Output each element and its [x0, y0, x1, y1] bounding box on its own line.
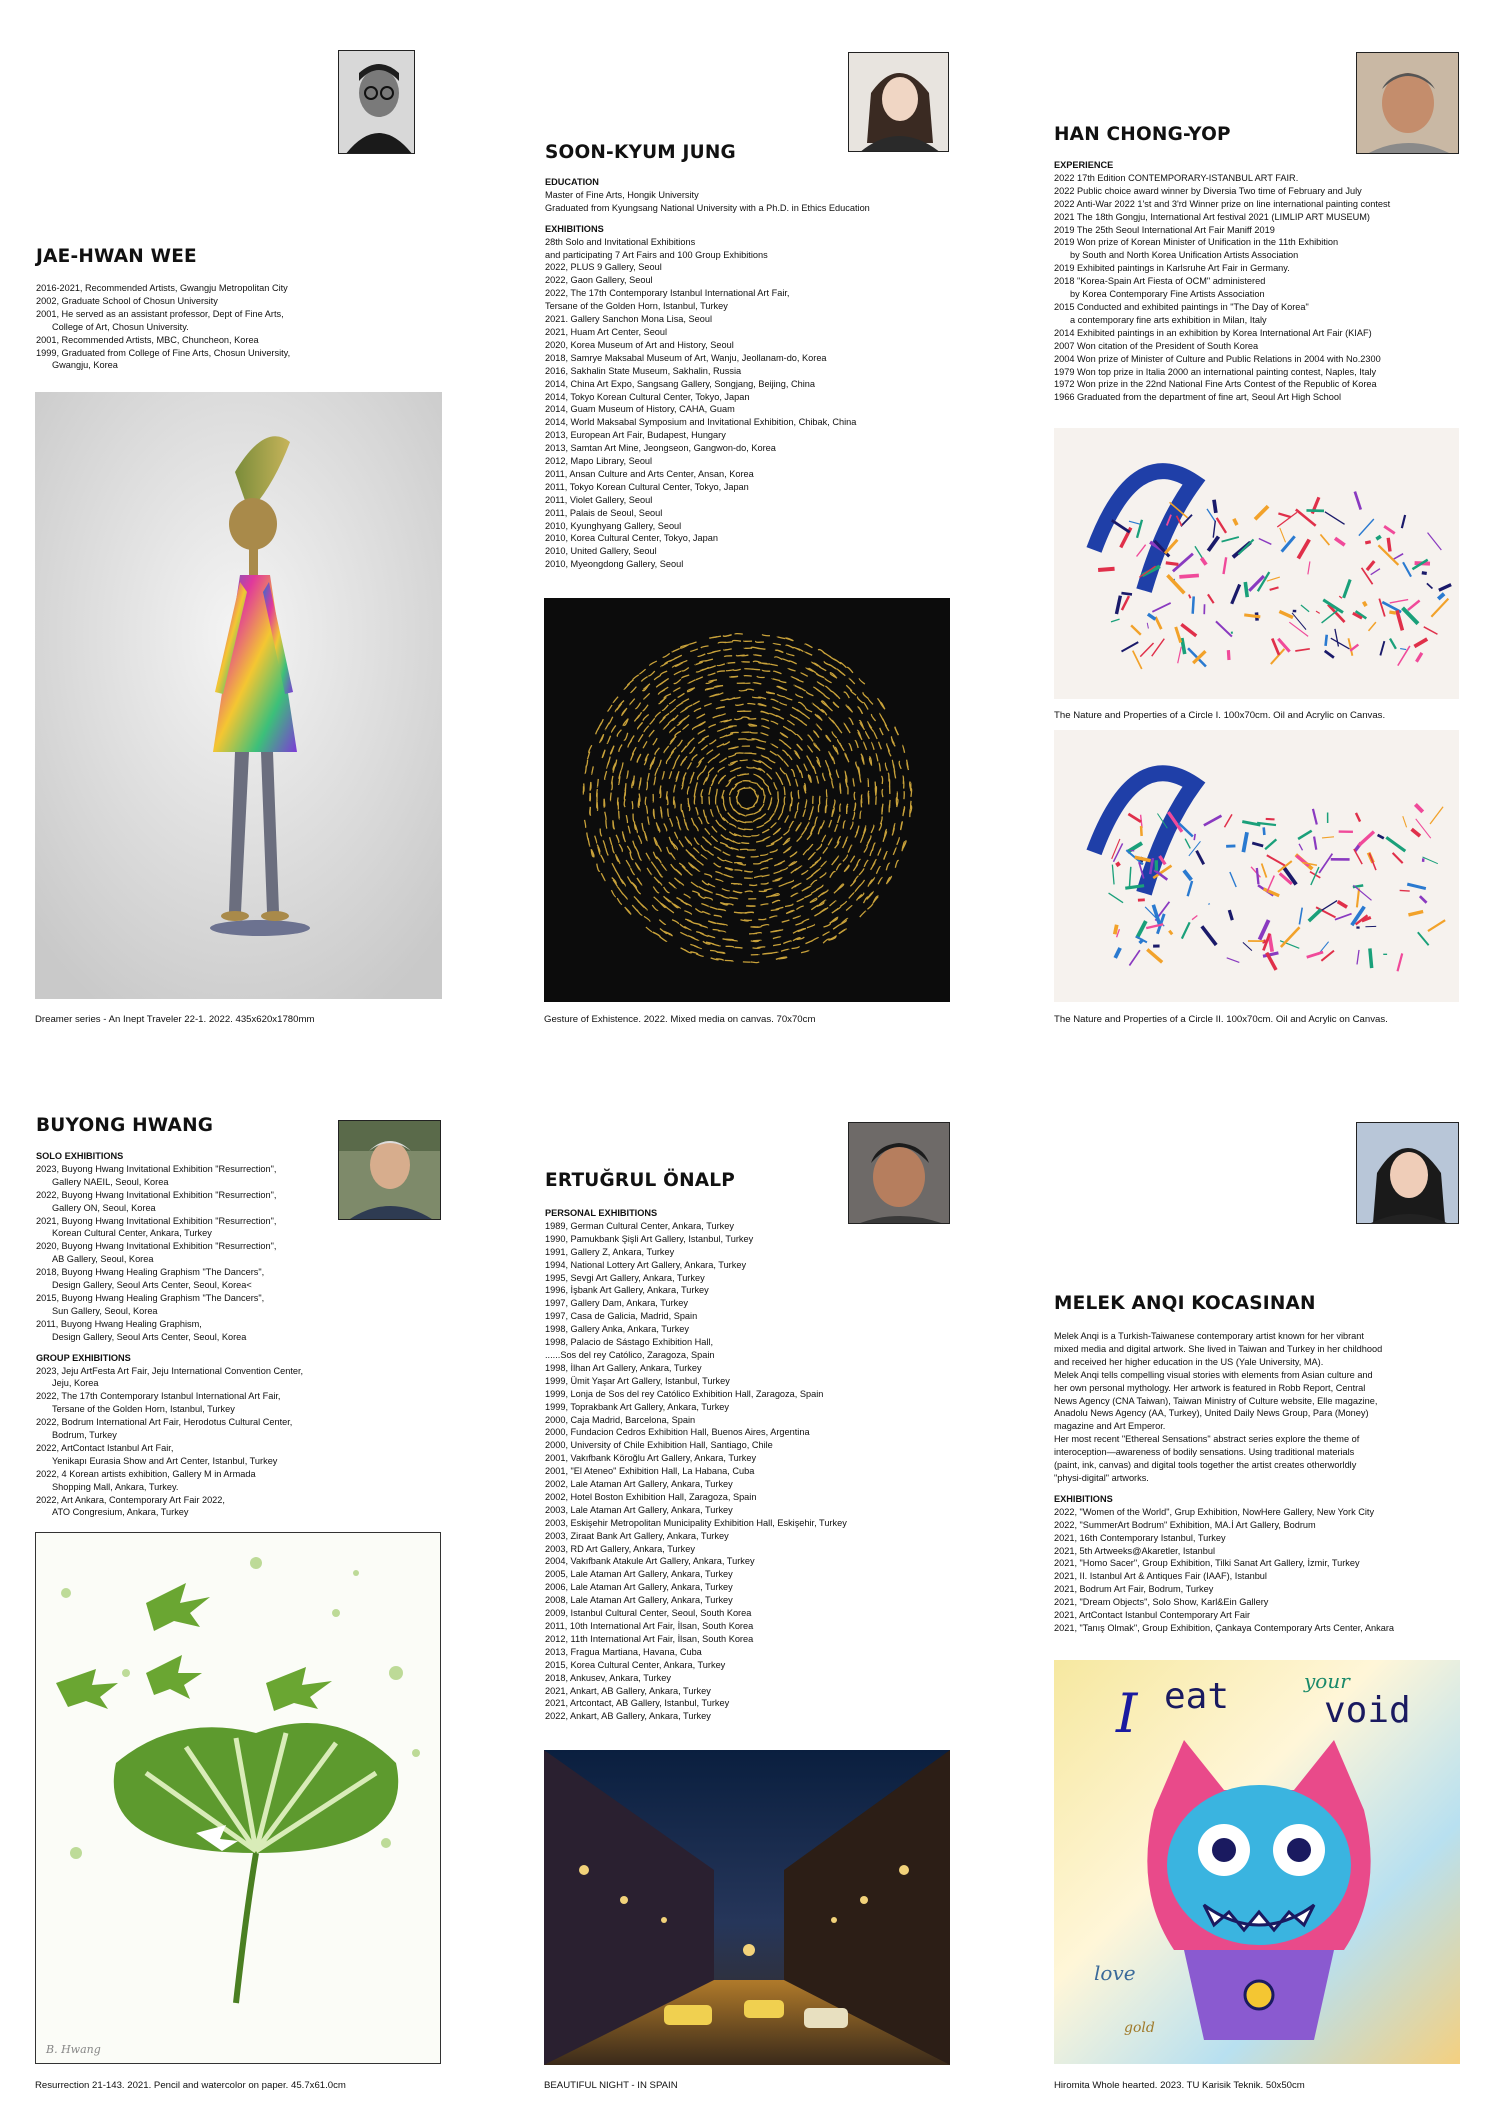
- cv-entry: Melek Anqi tells compelling visual stories with elements from Asian culture and: [1054, 1369, 1373, 1380]
- cv-entry: 2011, Palais de Seoul, Seoul: [545, 507, 663, 518]
- cv-entry: ......Sos del rey Católico, Zaragoza, Spain: [545, 1349, 715, 1360]
- cv-entry: and participating 7 Art Fairs and 100 Group Exhibitions: [545, 249, 768, 260]
- cv-entry: 2002, Hotel Boston Exhibition Hall, Zaragoza, Spain: [545, 1491, 757, 1502]
- cv-entry: 2014, Tokyo Korean Cultural Center, Tokyo, Japan: [545, 391, 750, 402]
- cv-entry: 1998, Gallery Anka, Ankara, Turkey: [545, 1324, 690, 1335]
- cv-entry: 1989, German Cultural Center, Ankara, Turkey: [545, 1220, 734, 1231]
- cv-entry: 2022, "SummerArt Bodrum" Exhibition, MA.İ Art Gallery, Bodrum: [1054, 1519, 1316, 1530]
- cv-entry: mixed media and digital artwork. She lived in Taiwan and Turkey in her childhood: [1054, 1343, 1383, 1354]
- cv-entry: 2000, University of Chile Exhibition Hall, Santiago, Chile: [545, 1440, 773, 1451]
- cv-entry: by South and North Korea Unification Artists Association: [1070, 250, 1299, 261]
- artwork-caption: The Nature and Properties of a Circle II. 100x70cm. Oil and Acrylic on Canvas.: [1054, 1014, 1388, 1025]
- cv-entry: 2018, Ankusev, Ankara, Turkey: [545, 1672, 671, 1683]
- cv-entry: Design Gallery, Seoul Arts Center, Seoul, Korea<: [52, 1280, 252, 1291]
- cv-entry: 2021 The 18th Gongju, International Art festival 2021 (LIMLIP ART MUSEUM): [1054, 211, 1370, 222]
- cv-entry: 1997, Casa de Galicia, Madrid, Spain: [545, 1311, 698, 1322]
- cv-entry: "physi-digital" artworks.: [1054, 1472, 1149, 1483]
- cv-entry: Jeju, Korea: [52, 1378, 99, 1389]
- cv-entry: 2021, ArtContact Istanbul Contemporary Art Fair: [1054, 1610, 1251, 1621]
- artwork-sculpture: [35, 392, 442, 999]
- cv-entry: interoception—awareness of bodily sensations. Using traditional materials: [1054, 1447, 1355, 1458]
- artwork-ginkgo-hummingbirds: [35, 1532, 441, 2064]
- cv-entry: Yenikapı Eurasia Show and Art Center, Istanbul, Turkey: [52, 1455, 278, 1466]
- cv-entry: 2011, Tokyo Korean Cultural Center, Tokyo, Japan: [545, 481, 749, 492]
- cv-entry: 1979 Won top prize in Italia 2000 an international painting contest, Naples, Italy: [1054, 366, 1377, 377]
- cv-entry: 2010, Korea Cultural Center, Tokyo, Japan: [545, 533, 718, 544]
- cv-entry: 1998, İlhan Art Gallery, Ankara, Turkey: [545, 1362, 702, 1373]
- artist-portrait-han-chong-yop: [1356, 52, 1459, 154]
- cv-entry: (paint, ink, canvas) and digital tools together the artist creates otherworldly: [1054, 1460, 1357, 1471]
- art-text-your: your: [1304, 1669, 1350, 1693]
- cv-entry: 2021, Huam Art Center, Seoul: [545, 326, 668, 337]
- cv-entry: and received her higher education in the US (Yale University, MA).: [1054, 1356, 1324, 1367]
- cv-entry: 2022 Anti-War 2022 1'st and 3'rd Winner prize on line international painting contest: [1054, 198, 1391, 209]
- artwork-caption: Resurrection 21-143. 2021. Pencil and watercolor on paper. 45.7x61.0cm: [35, 2080, 346, 2091]
- cv-entry: Tersane of the Golden Horn, Istanbul, Turkey: [545, 301, 728, 312]
- cv-entry: 1994, National Lottery Art Gallery, Ankara, Turkey: [545, 1259, 747, 1270]
- cv-entry: 2022, Art Ankara, Contemporary Art Fair 2022,: [36, 1494, 225, 1505]
- cv-entry: by Korea Contemporary Fine Artists Association: [1070, 289, 1265, 300]
- artwork-caption: Dreamer series - An Inept Traveler 22-1. 2022. 435x620x1780mm: [35, 1014, 315, 1025]
- cv-entry: 2011, Buyong Hwang Healing Graphism,: [36, 1318, 202, 1329]
- cv-entry: 2003, Ziraat Bank Art Gallery, Ankara, Turkey: [545, 1530, 729, 1541]
- artist-portrait-soon-kyum-jung: [848, 52, 949, 152]
- cv-entry: 2022, Bodrum International Art Fair, Herodotus Cultural Center,: [36, 1417, 293, 1428]
- cv-entry: 1972 Won prize in the 22nd National Fine Arts Contest of the Republic of Korea: [1054, 379, 1377, 390]
- cv-entry: Shopping Mall, Ankara, Turkey.: [52, 1481, 179, 1492]
- cv-entry: Tersane of the Golden Horn, Istanbul, Turkey: [52, 1404, 235, 1415]
- cv-entry: 2010, United Gallery, Seoul: [545, 546, 657, 557]
- cv-entry: 2021, Artcontact, AB Gallery, Istanbul, Turkey: [545, 1698, 730, 1709]
- cv-entry: her own personal mythology. Her artwork is featured in Robb Report, Central: [1054, 1382, 1366, 1393]
- cv-entry: 2013, Fragua Martiana, Havana, Cuba: [545, 1646, 702, 1657]
- cv-entry: 2004, Vakıfbank Atakule Art Gallery, Ankara, Turkey: [545, 1556, 755, 1567]
- artwork-i-eat-your-void: [1054, 1660, 1460, 2064]
- cv-entry: Gwangju, Korea: [52, 360, 118, 371]
- cv-entry: 28th Solo and Invitational Exhibitions: [545, 236, 696, 247]
- cv-entry: 2016, Sakhalin State Museum, Sakhalin, Russia: [545, 365, 742, 376]
- cv-entry: 1996, İşbank Art Gallery, Ankara, Turkey: [545, 1285, 709, 1296]
- cv-entry: 2010, Myeongdong Gallery, Seoul: [545, 559, 684, 570]
- artwork-abstract-circle-2: [1054, 730, 1459, 1002]
- cv-entry: Korean Cultural Center, Ankara, Turkey: [52, 1228, 212, 1239]
- cv-entry: 2013, Samtan Art Mine, Jeongseon, Gangwon-do, Korea: [545, 443, 776, 454]
- artist-cv: [545, 1207, 965, 1723]
- cv-entry: 2013, European Art Fair, Budapest, Hungary: [545, 430, 726, 441]
- cv-entry: 2022, The 17th Contemporary Istanbul International Art Fair,: [36, 1391, 281, 1402]
- cv-entry: 2021, Bodrum Art Fair, Bodrum, Turkey: [1054, 1584, 1214, 1595]
- cv-entry: 2022, Buyong Hwang Invitational Exhibition "Resurrection",: [36, 1189, 277, 1200]
- cv-entry: Gallery NAEIL, Seoul, Korea: [52, 1176, 169, 1187]
- cv-entry: 2015, Buyong Hwang Healing Graphism "The Dancers",: [36, 1292, 265, 1303]
- artwork-caption: BEAUTIFUL NIGHT - IN SPAIN: [544, 2080, 678, 2091]
- cv-entry: 2021, "Tanış Olmak", Group Exhibition, Çankaya Contemporary Arts Center, Ankara: [1054, 1622, 1394, 1633]
- cv-entry: 2021, 16th Contemporary Istanbul, Turkey: [1054, 1532, 1226, 1543]
- artwork-night-street-painting: [544, 1750, 950, 2065]
- cv-entry: 2021, 5th Artweeks@Akaretler, Istanbul: [1054, 1545, 1216, 1556]
- cv-entry: College of Art, Chosun University.: [52, 321, 189, 332]
- cv-entry: 2020, Korea Museum of Art and History, Seoul: [545, 339, 734, 350]
- cv-entry: 2002, Lale Ataman Art Gallery, Ankara, Turkey: [545, 1479, 733, 1490]
- cv-entry: 2022, 4 Korean artists exhibition, Gallery M in Armada: [36, 1468, 256, 1479]
- cv-entry: 2022, ArtContact Istanbul Art Fair,: [36, 1442, 174, 1453]
- cv-spacer: [36, 1344, 336, 1352]
- artist-portrait-melek-anqi-kocasinan: [1356, 1122, 1459, 1224]
- artist-cv: [545, 176, 955, 571]
- artist-cv: [1054, 1330, 1484, 1635]
- artist-name: JAE-HWAN WEE: [36, 246, 197, 267]
- cv-entry: 2023, Buyong Hwang Invitational Exhibition "Resurrection",: [36, 1163, 277, 1174]
- cv-spacer: [1054, 1485, 1484, 1493]
- cv-entry: 2010, Kyunghyang Gallery, Seoul: [545, 520, 682, 531]
- cv-entry: Graduated from Kyungsang National University with a Ph.D. in Ethics Education: [545, 202, 870, 213]
- cv-entry: 1995, Sevgi Art Gallery, Ankara, Turkey: [545, 1272, 705, 1283]
- art-text-gold: gold: [1124, 2020, 1155, 2036]
- cv-entry: Design Gallery, Seoul Arts Center, Seoul, Korea: [52, 1331, 247, 1342]
- cv-entry: 1990, Pamukbank Şişli Art Gallery, Istanbul, Turkey: [545, 1233, 754, 1244]
- art-text-i: I: [1116, 1682, 1138, 1745]
- cv-entry: 2015, Korea Cultural Center, Ankara, Turkey: [545, 1659, 726, 1670]
- cv-entry: 2001, Recommended Artists, MBC, Chuncheon, Korea: [36, 334, 259, 345]
- cv-entry: 2011, Ansan Culture and Arts Center, Ansan, Korea: [545, 468, 754, 479]
- cv-entry: 2019 The 25th Seoul International Art Fair Maniff 2019: [1054, 224, 1275, 235]
- cv-entry: 2005, Lale Ataman Art Gallery, Ankara, Turkey: [545, 1569, 733, 1580]
- cv-entry: 2022, Gaon Gallery, Seoul: [545, 275, 653, 286]
- cv-entry: 2009, Istanbul Cultural Center, Seoul, South Korea: [545, 1608, 752, 1619]
- cv-entry: 2001, He served as an assistant professor, Dept of Fine Arts,: [36, 308, 284, 319]
- cv-entry: 2022, The 17th Contemporary Istanbul International Art Fair,: [545, 288, 790, 299]
- artwork-signature: B. Hwang: [46, 2043, 101, 2056]
- cv-entry: 1966 Graduated from the department of fine art, Seoul Art High School: [1054, 392, 1342, 403]
- cv-section-heading: EXHIBITIONS: [1054, 1493, 1113, 1504]
- cv-entry: Bodrum, Turkey: [52, 1430, 117, 1441]
- cv-entry: magazine and Art Emperor.: [1054, 1421, 1166, 1432]
- cv-spacer: [545, 215, 955, 223]
- cv-entry: 2019 Won prize of Korean Minister of Unification in the 11th Exhibition: [1054, 237, 1339, 248]
- cv-entry: 2012, Mapo Library, Seoul: [545, 456, 653, 467]
- cv-entry: 2022, Ankart, AB Gallery, Ankara, Turkey: [545, 1711, 711, 1722]
- cv-entry: 2007 Won citation of the President of South Korea: [1054, 340, 1259, 351]
- cv-entry: Melek Anqi is a Turkish-Taiwanese contemporary artist known for her vibrant: [1054, 1331, 1364, 1341]
- cv-entry: 2016-2021, Recommended Artists, Gwangju Metropolitan City: [36, 283, 288, 293]
- artist-name: BUYONG HWANG: [36, 1115, 214, 1136]
- cv-entry: Sun Gallery, Seoul, Korea: [52, 1305, 158, 1316]
- cv-entry: Master of Fine Arts, Hongik University: [545, 189, 699, 200]
- artist-portrait-buyong-hwang: [338, 1120, 441, 1220]
- cv-section-heading: GROUP EXHIBITIONS: [36, 1352, 131, 1363]
- artist-name: ERTUĞRUL ÖNALP: [545, 1170, 736, 1191]
- cv-section-heading: PERSONAL EXHIBITIONS: [545, 1208, 658, 1218]
- cv-entry: Her most recent "Ethereal Sensations" abstract series explore the theme of: [1054, 1434, 1360, 1445]
- cv-entry: Gallery ON, Seoul, Korea: [52, 1202, 156, 1213]
- cv-entry: ATO Congresium, Ankara, Turkey: [52, 1507, 189, 1518]
- cv-entry: 2000, Fundacion Cedros Exhibition Hall, Buenos Aires, Argentina: [545, 1427, 810, 1438]
- cv-entry: 2022, PLUS 9 Gallery, Seoul: [545, 262, 662, 273]
- cv-entry: 2023, Jeju ArtFesta Art Fair, Jeju International Convention Center,: [36, 1365, 304, 1376]
- cv-entry: 2020, Buyong Hwang Invitational Exhibition "Resurrection",: [36, 1241, 277, 1252]
- cv-entry: 2021. Gallery Sanchon Mona Lisa, Seoul: [545, 314, 713, 325]
- artist-cv: [36, 282, 336, 372]
- cv-entry: 2021, Ankart, AB Gallery, Ankara, Turkey: [545, 1685, 711, 1696]
- cv-entry: 1997, Gallery Dam, Ankara, Turkey: [545, 1298, 688, 1309]
- artist-name: MELEK ANQI KOCASINAN: [1054, 1293, 1316, 1314]
- cv-entry: News Agency (CNA Taiwan), Taiwan Ministry of Culture website, Elle magazine,: [1054, 1395, 1378, 1406]
- cv-entry: 2018 "Korea-Spain Art Fiesta of OCM" administered: [1054, 276, 1266, 287]
- cv-entry: 2003, Eskişehir Metropolitan Municipality Exhibition Hall, Eskişehir, Turkey: [545, 1517, 847, 1528]
- cv-section-heading: SOLO EXHIBITIONS: [36, 1151, 124, 1161]
- artwork-caption: The Nature and Properties of a Circle I. 100x70cm. Oil and Acrylic on Canvas.: [1054, 710, 1386, 721]
- cv-entry: 2014, China Art Expo, Sangsang Gallery, Songjang, Beijing, China: [545, 378, 816, 389]
- cv-entry: 2022 Public choice award winner by Diversia Two time of February and July: [1054, 185, 1362, 196]
- cv-entry: 2021, "Dream Objects", Solo Show, Karl&Ein Gallery: [1054, 1597, 1269, 1608]
- cv-section-heading: EXPERIENCE: [1054, 160, 1114, 170]
- cv-entry: 2003, RD Art Gallery, Ankara, Turkey: [545, 1543, 695, 1554]
- cv-entry: 2004 Won prize of Minister of Culture and Public Relations in 2004 with No.2300: [1054, 353, 1381, 364]
- cv-entry: a contemporary fine arts exhibition in Milan, Italy: [1070, 314, 1267, 325]
- cv-entry: 2014, World Maksabal Symposium and Invitational Exhibition, Chibak, China: [545, 417, 857, 428]
- cv-entry: 2001, Vakıfbank Köroğlu Art Gallery, Ankara, Turkey: [545, 1453, 757, 1464]
- artist-name: SOON-KYUM JUNG: [545, 142, 736, 163]
- cv-entry: Anadolu News Agency (AA, Turkey), United Daily News Group, Para (Money): [1054, 1408, 1369, 1419]
- cv-entry: 2000, Caja Madrid, Barcelona, Spain: [545, 1414, 696, 1425]
- cv-entry: 2018, Samrye Maksabal Museum of Art, Wanju, Jeollanam-do, Korea: [545, 352, 827, 363]
- cv-entry: 2014, Guam Museum of History, CAHA, Guam: [545, 404, 735, 415]
- cv-entry: 2022 17th Edition CONTEMPORARY-ISTANBUL ART FAIR.: [1054, 172, 1299, 183]
- cv-entry: 1999, Lonja de Sos del rey Católico Exhibition Hall, Zaragoza, Spain: [545, 1388, 824, 1399]
- cv-entry: 2003, Lale Ataman Art Gallery, Ankara, Turkey: [545, 1504, 733, 1515]
- cv-entry: 1999, Ümit Yaşar Art Gallery, Istanbul, Turkey: [545, 1375, 730, 1386]
- cv-entry: 2006, Lale Ataman Art Gallery, Ankara, Turkey: [545, 1582, 733, 1593]
- artwork-caption: Hiromita Whole hearted. 2023. TU Karisik Teknik. 50x50cm: [1054, 2080, 1305, 2091]
- artist-cv: [1054, 159, 1474, 404]
- art-text-love: love: [1094, 1961, 1136, 1985]
- cv-entry: 2008, Lale Ataman Art Gallery, Ankara, Turkey: [545, 1595, 733, 1606]
- cv-entry: 1999, Toprakbank Art Gallery, Ankara, Turkey: [545, 1401, 730, 1412]
- cv-entry: 2014 Exhibited paintings in an exhibition by Korea International Art Fair (KIAF): [1054, 327, 1372, 338]
- cv-entry: 2015 Conducted and exhibited paintings in "The Day of Korea": [1054, 301, 1309, 312]
- cv-entry: 2018, Buyong Hwang Healing Graphism "The Dancers",: [36, 1267, 265, 1278]
- artist-cv: [36, 1150, 336, 1519]
- art-text-eat: eat: [1164, 1676, 1230, 1717]
- cv-entry: 2019 Exhibited paintings in Karlsruhe Art Fair in Germany.: [1054, 263, 1290, 274]
- artist-name: HAN CHONG-YOP: [1054, 124, 1231, 145]
- artwork-caption: Gesture of Exhistence. 2022. Mixed media on canvas. 70x70cm: [544, 1014, 816, 1025]
- artwork-abstract-circle-1: [1054, 428, 1459, 699]
- cv-entry: 1999, Graduated from College of Fine Arts, Chosun University,: [36, 347, 291, 358]
- cv-entry: 2011, 10th International Art Fair, İlsan, South Korea: [545, 1621, 754, 1631]
- cv-entry: 2001, "El Ateneo" Exhibition Hall, La Habana, Cuba: [545, 1466, 755, 1477]
- cv-entry: 1991, Gallery Z, Ankara, Turkey: [545, 1246, 675, 1257]
- artist-portrait-jae-hwan-wee: [338, 50, 415, 154]
- cv-entry: 2021, Buyong Hwang Invitational Exhibition "Resurrection",: [36, 1215, 277, 1226]
- cv-entry: 2002, Graduate School of Chosun University: [36, 295, 218, 306]
- cv-entry: 2022, "Women of the World", Grup Exhibition, NowHere Gallery, New York City: [1054, 1506, 1375, 1517]
- cv-entry: 2012, 11th International Art Fair, İlsan, South Korea: [545, 1633, 754, 1644]
- cv-section-heading: EXHIBITIONS: [545, 223, 604, 234]
- cv-entry: 2021, II. Istanbul Art & Antiques Fair (IAAF), Istanbul: [1054, 1571, 1267, 1582]
- cv-entry: 2011, Violet Gallery, Seoul: [545, 494, 653, 505]
- art-text-void: void: [1324, 1690, 1411, 1731]
- cv-section-heading: EDUCATION: [545, 177, 599, 187]
- cv-entry: 2021, "Homo Sacer", Group Exhibition, Tilki Sanat Art Gallery, İzmir, Turkey: [1054, 1558, 1360, 1569]
- cv-entry: 1998, Palacio de Sástago Exhibition Hall,: [545, 1337, 714, 1348]
- cv-entry: AB Gallery, Seoul, Korea: [52, 1254, 154, 1265]
- artwork-gold-circle-painting: [544, 598, 950, 1002]
